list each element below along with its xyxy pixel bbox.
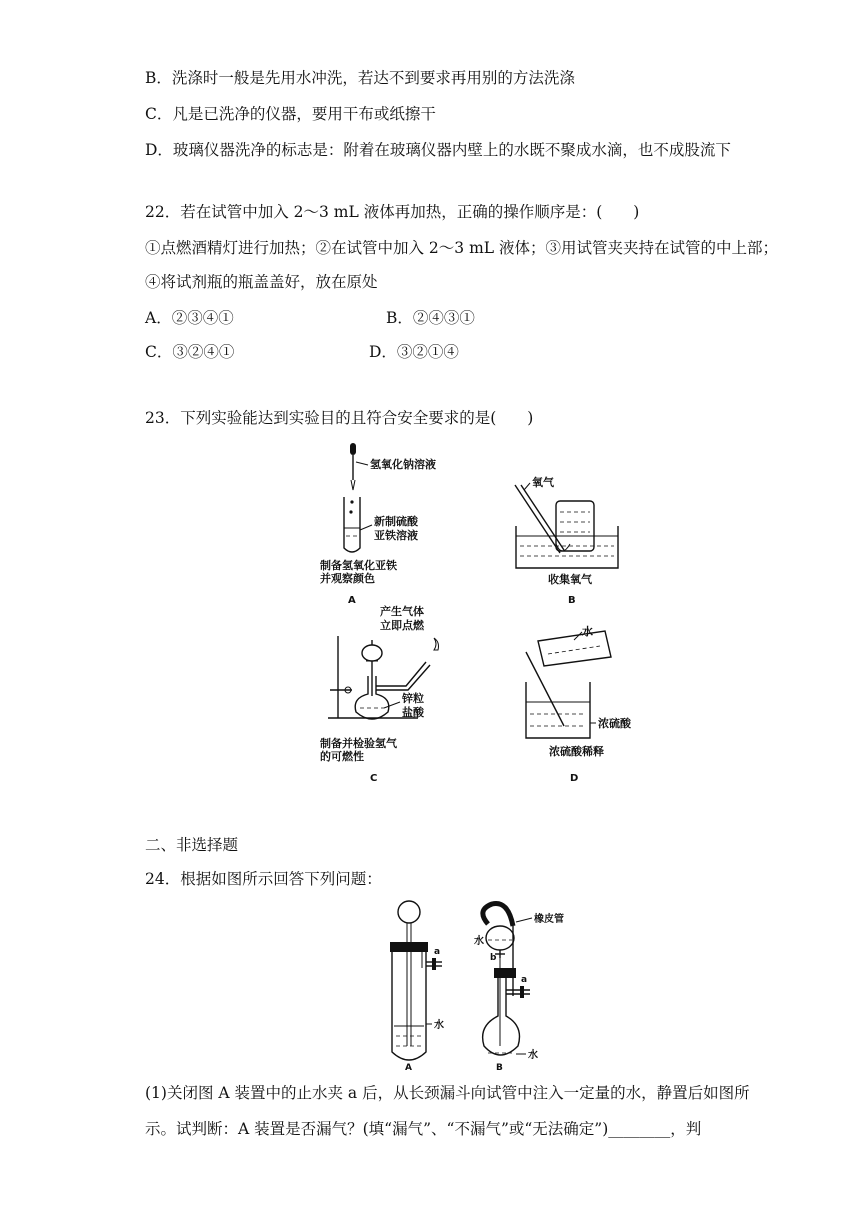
q24-figure	[380, 896, 580, 1072]
q23b-caption: 收集氧气	[548, 573, 592, 586]
section-heading: 二、非选择题	[145, 836, 239, 854]
q23-stem: 23．下列实验能达到实验目的且符合安全要求的是( )	[145, 409, 534, 427]
q24b-water-top: 水	[474, 936, 484, 947]
q22-option-c: C．③②④①	[145, 343, 235, 361]
q23a-caption2: 并观察颜色	[320, 572, 375, 585]
q23-panel-c	[320, 604, 439, 784]
q24-apparatus-a	[390, 901, 444, 1073]
q23c-letter: C	[370, 773, 378, 784]
q21-option-b: B．洗涤时一般是先用水冲洗，若达不到要求再用别的方法洗涤	[145, 69, 575, 87]
q24-part1-line1: (1)关闭图 A 装置中的止水夹 a 后，从长颈漏斗向试管中注入一定量的水，静置后如图所	[145, 1084, 750, 1102]
q22-option-a: A．②③④①	[145, 309, 234, 327]
q24-apparatus-b	[474, 903, 564, 1073]
q21-option-d: D．玻璃仪器洗净的标志是：附着在玻璃仪器内壁上的水既不聚成水滴，也不成股流下	[145, 141, 731, 159]
q21-option-c: C．凡是已洗净的仪器，要用干布或纸擦干	[145, 105, 436, 123]
q23c-top2: 立即点燃	[380, 619, 424, 632]
q22-option-d: D．③②①④	[369, 343, 459, 361]
q24b-clip-label: a	[521, 975, 528, 985]
q24-part1-line2: 示。试判断：A 装置是否漏气？(填“漏气”、“不漏气”或“无法确定”)________，判	[145, 1120, 702, 1138]
q23c-reagent1: 锌粒	[402, 692, 424, 705]
q24b-valve-label: b	[490, 953, 497, 963]
q23a-letter: A	[348, 595, 356, 606]
q23d-acid: 浓硫酸	[598, 717, 631, 730]
q23a-reagent-mid2: 亚铁溶液	[374, 529, 418, 542]
q24-stem: 24．根据如图所示回答下列问题：	[145, 870, 382, 888]
q23-figure	[300, 440, 631, 790]
q23a-reagent-top: 氢氧化钠溶液	[370, 458, 436, 471]
q24b-letter: B	[496, 1063, 503, 1073]
q22-stem: 22．若在试管中加入 2～3 mL 液体再加热，正确的操作顺序是：( )	[145, 203, 640, 221]
q23-panel-d	[526, 624, 632, 784]
q22-steps-line2: ④将试剂瓶的瓶盖盖好，放在原处	[145, 273, 378, 291]
q23-panel-a	[320, 443, 436, 606]
q22-option-b: B．②④③①	[386, 309, 475, 327]
q24a-letter: A	[405, 1063, 412, 1073]
q23d-letter: D	[570, 773, 579, 784]
q24a-clip-label: a	[434, 947, 441, 957]
q24b-water-bottom: 水	[528, 1050, 538, 1061]
q23a-caption1: 制备氢氧化亚铁	[320, 559, 397, 572]
q23a-reagent-mid1: 新制硫酸	[374, 515, 418, 528]
q23c-caption1: 制备并检验氢气	[320, 737, 397, 750]
q23b-gas: 氧气	[532, 476, 554, 489]
q23b-letter: B	[568, 595, 576, 606]
q24a-water: 水	[434, 1020, 444, 1031]
q23d-caption: 浓硫酸稀释	[549, 745, 604, 758]
q23c-reagent2: 盐酸	[402, 706, 424, 719]
q23c-top1: 产生气体	[380, 605, 424, 618]
q23c-caption2: 的可燃性	[320, 750, 364, 763]
q23-panel-b	[515, 475, 618, 606]
q24b-tube-label: 橡皮管	[534, 914, 564, 925]
q22-steps-line1: ①点燃酒精灯进行加热；②在试管中加入 2～3 mL 液体；③用试管夹夹持在试管的中上部；	[145, 239, 778, 257]
q23d-water: 水	[582, 625, 593, 638]
